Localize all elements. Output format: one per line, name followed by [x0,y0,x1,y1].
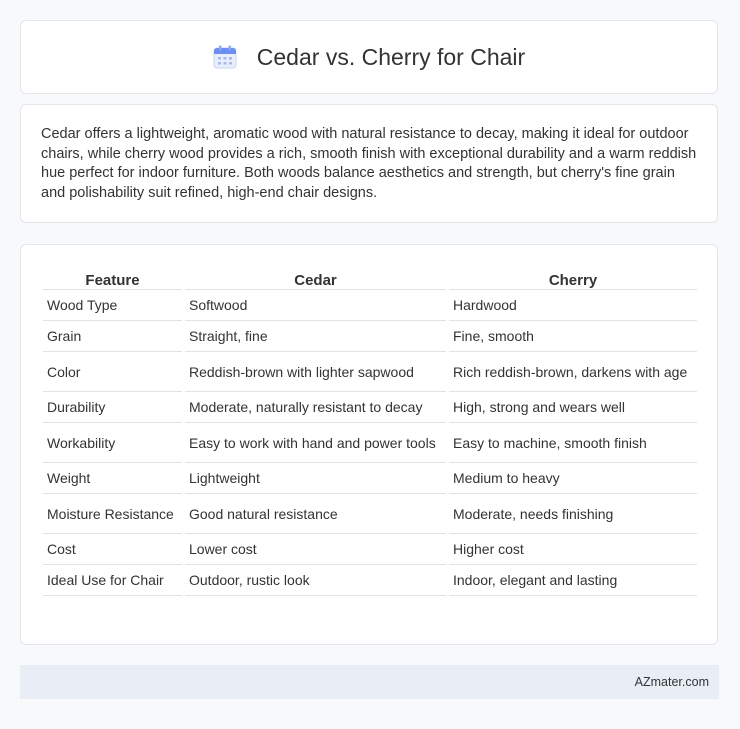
table-row [43,290,697,321]
cherry-cell: Rich reddish-brown, darkens with age [449,352,697,392]
feature-cell: Grain [43,321,182,352]
calendar-icon [213,45,237,69]
cedar-cell: Reddish-brown with lighter sapwood [185,352,446,392]
feature-cell: Moisture Resistance [43,494,182,534]
table-row [43,423,697,463]
header-feature: Feature [43,267,182,290]
cedar-cell: Softwood [185,290,446,321]
feature-cell: Weight [43,463,182,494]
cedar-cell: Lightweight [185,463,446,494]
cherry-cell: Fine, smooth [449,321,697,352]
page-title: Cedar vs. Cherry for Chair [256,43,526,70]
cedar-cell: Outdoor, rustic look [185,565,446,596]
footer-site-link[interactable]: AZmater.com [634,675,709,689]
cedar-cell: Good natural resistance [185,494,446,534]
cherry-cell: Higher cost [449,534,697,565]
cedar-cell: Lower cost [185,534,446,565]
cherry-cell: High, strong and wears well [449,392,697,423]
table-row [43,321,697,352]
summary-text: Cedar offers a lightweight, aromatic wood with natural resistance to decay, making it ideal for outdoor chairs, while cherry wood provides a rich, smooth finish with exceptional durability and a warm reddish hue perfect for indoor furniture. Both woods balance aesthetics and strength, but cherry's fine grain and polishability suit refined, high-end chair designs. [41,126,697,201]
table-row [43,463,697,494]
cherry-cell: Hardwood [449,290,697,321]
feature-cell: Wood Type [43,290,182,321]
footer [20,665,719,699]
title-card [20,20,718,94]
cherry-cell: Easy to machine, smooth finish [449,423,697,463]
cedar-cell: Moderate, naturally resistant to decay [185,392,446,423]
cedar-cell: Straight, fine [185,321,446,352]
cherry-cell: Medium to heavy [449,463,697,494]
feature-cell: Durability [43,392,182,423]
feature-cell: Ideal Use for Chair [43,565,182,596]
cherry-cell: Indoor, elegant and lasting [449,565,697,596]
feature-cell: Color [43,352,182,392]
table-header-row [43,267,697,290]
table-row [43,565,697,596]
comparison-table-card [20,244,718,645]
table-row [43,392,697,423]
cedar-cell: Easy to work with hand and power tools [185,423,446,463]
table-row [43,494,697,534]
summary-card [20,104,718,223]
header-cherry: Cherry [449,267,697,290]
table-row [43,352,697,392]
feature-cell: Workability [43,423,182,463]
table-row [43,534,697,565]
comparison-table [40,267,700,596]
feature-cell: Cost [43,534,182,565]
header-cedar: Cedar [185,267,446,290]
cherry-cell: Moderate, needs finishing [449,494,697,534]
